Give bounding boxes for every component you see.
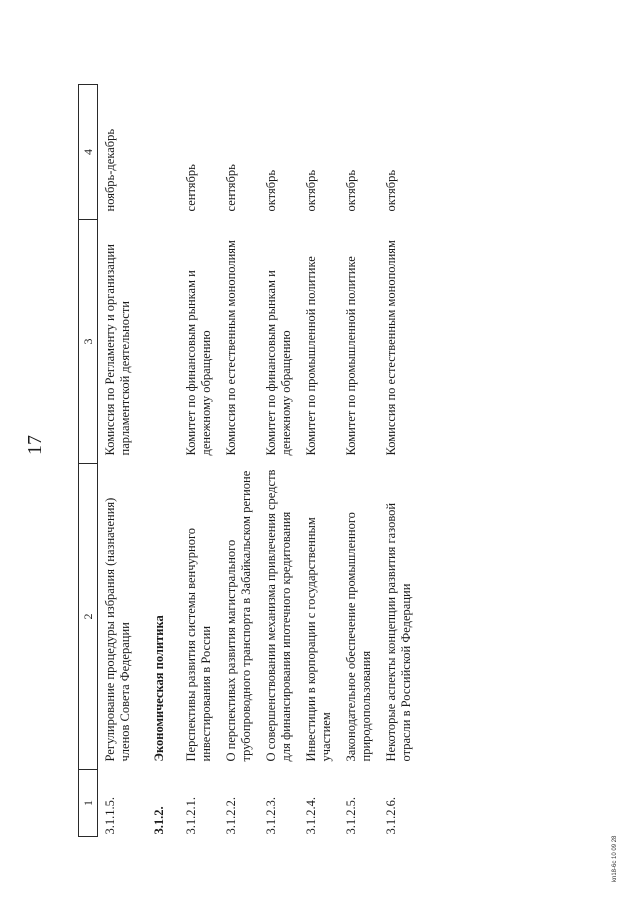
item-number: 3.1.2.6. bbox=[384, 797, 398, 835]
table-row bbox=[219, 85, 259, 837]
item-term: сентябрь bbox=[224, 164, 238, 212]
table-row bbox=[98, 85, 139, 837]
column-header: 4 bbox=[79, 85, 98, 220]
item-responsible: Комитет по финансовым рынкам и денежному обращению bbox=[264, 270, 293, 456]
column-header: 2 bbox=[79, 464, 98, 770]
item-title: О совершенствовании механизма привлечения средств для финансирования ипотечного кредитования bbox=[264, 469, 293, 762]
table-body bbox=[98, 85, 420, 837]
item-title: Перспективы развития системы венчурного инвестирования в России bbox=[184, 527, 213, 762]
column-header: 3 bbox=[79, 220, 98, 464]
table-row bbox=[179, 85, 219, 837]
table-row bbox=[339, 85, 379, 837]
item-number: 3.1.2.4. bbox=[304, 797, 318, 835]
item-number: 3.1.1.5. bbox=[103, 797, 117, 835]
section-title: Экономическая политика bbox=[152, 615, 166, 762]
item-title: О перспективах развития магистрального трубопроводного транспорта в Забайкальском регионе bbox=[224, 470, 253, 762]
item-term: октябрь bbox=[384, 169, 398, 212]
item-term: октябрь bbox=[304, 169, 318, 212]
item-term: сентябрь bbox=[184, 164, 198, 212]
item-term: октябрь bbox=[344, 169, 358, 212]
table-row bbox=[299, 85, 339, 837]
table-row bbox=[379, 85, 419, 837]
item-term: октябрь bbox=[264, 169, 278, 212]
item-responsible: Комитет по финансовым рынкам и денежному обращению bbox=[184, 270, 213, 456]
item-term: ноябрь-декабрь bbox=[103, 128, 117, 212]
item-responsible: Комиссия по естественным монополиям bbox=[224, 240, 238, 456]
footer-code: kn18-6c 10 09 28 bbox=[612, 835, 618, 882]
item-title: Регулирование процедуры избрания (назначения) членов Совета Федерации bbox=[103, 497, 132, 762]
column-header: 1 bbox=[79, 770, 98, 837]
item-responsible: Комиссия по естественным монополиям bbox=[384, 240, 398, 456]
item-title: Инвестиции в корпорации с государственным участием bbox=[304, 517, 333, 762]
item-number: 3.1.2.2. bbox=[224, 797, 238, 835]
item-title: Некоторые аспекты концепции развития газовой отрасли в Российской Федерации bbox=[384, 502, 413, 762]
page-number: 17 bbox=[24, 435, 46, 455]
item-responsible: Комиссия по Регламенту и организации парламентской деятельности bbox=[103, 244, 132, 456]
item-number: 3.1.2. bbox=[152, 806, 166, 835]
item-responsible: Комитет по промышленной политике bbox=[344, 256, 358, 456]
section-row bbox=[138, 85, 179, 837]
item-number: 3.1.2.3. bbox=[264, 797, 278, 835]
plan-table bbox=[78, 84, 419, 837]
item-responsible: Комитет по промышленной политике bbox=[304, 256, 318, 456]
header-row bbox=[79, 85, 98, 837]
item-number: 3.1.2.5. bbox=[344, 797, 358, 835]
item-number: 3.1.2.1. bbox=[184, 797, 198, 835]
table-row bbox=[259, 85, 299, 837]
item-title: Законодательное обеспечение промышленного природопользования bbox=[344, 512, 373, 762]
